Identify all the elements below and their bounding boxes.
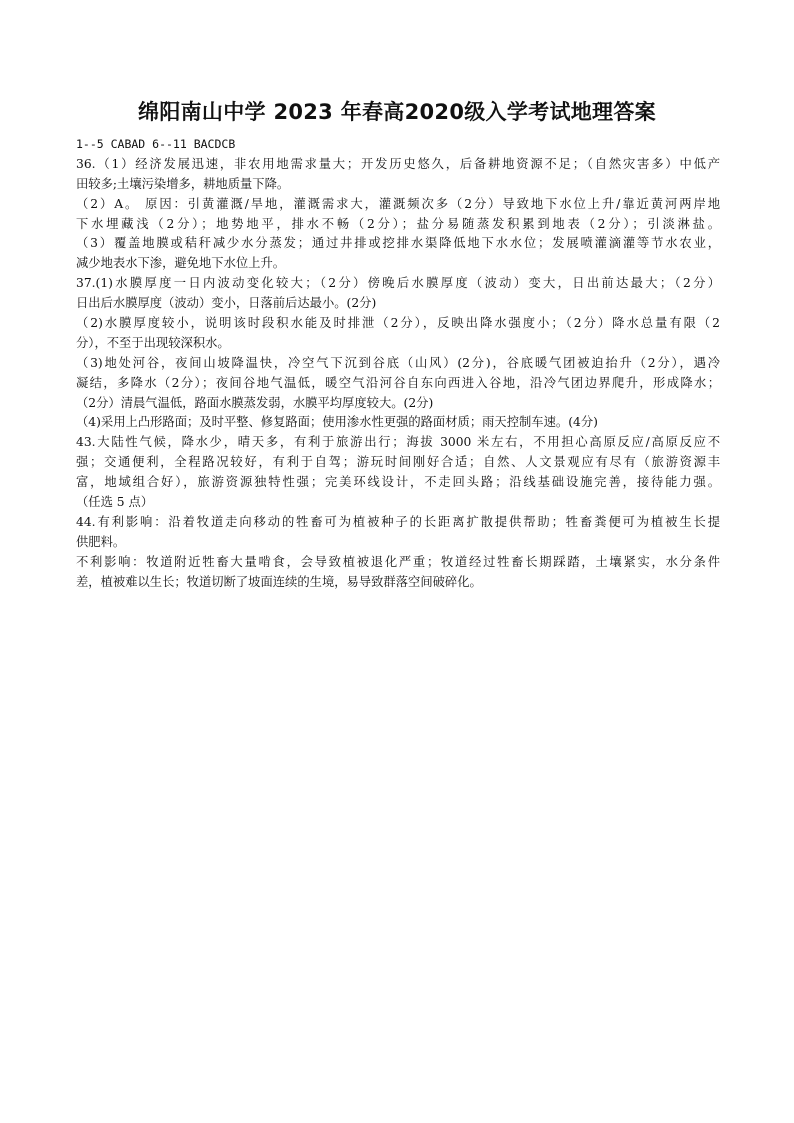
answer-line: （3)地处河谷，夜间山坡降温快，冷空气下沉到谷底（山风）(2分)，谷底暖气团被迫抬升（2分），遇冷 [76,355,720,370]
answer-line: 差，植被难以生长；牧道切断了坡面连续的生境，易导致群落空间破碎化。 [76,574,482,589]
answer-line: （2）A。 原因：引黄灌溉/旱地，灌溉需求大，灌溉频次多（2分）导致地下水位上升/靠近黄河两岸地 [76,196,720,211]
answer-line: 43.大陆性气候，降水少，晴天多，有利于旅游出行；海拔 3000 米左右，不用担心高原反应/高原反应不 [76,435,720,450]
answer-body [76,135,720,592]
answer-line: 下水埋藏浅（2分）；地势地平，排水不畅（2分）；盐分易随蒸发积累到地表（2分）；引淡淋盐。 [76,216,720,231]
document-title: 绵阳南山中学 2023 年春高2020级入学考试地理答案 [138,100,656,124]
answer-line: （2)水膜厚度较小，说明该时段积水能及时排泄（2分），反映出降水强度小；（2分）降水总量有限（2 [76,316,720,331]
answer-line: （2分）清晨气温低，路面水膜蒸发弱，水膜平均厚度较大。(2分) [76,395,434,410]
choice-answers: 1--5 CABAD 6--11 BACDCB [76,137,236,151]
answer-line: 不利影响：牧道附近牲畜大量啃食，会导致植被退化严重；牧道经过牲畜长期踩踏，土壤紧实，水分条件 [76,554,720,569]
answer-line: （任选 5 点） [76,495,154,510]
answer-line: 供肥料。 [76,534,126,549]
answer-line: （3）覆盖地膜或秸秆减少水分蒸发；通过井排或挖排水渠降低地下水水位；发展喷灌滴灌等节水农业， [76,236,720,251]
answer-line: 44.有利影响：沿着牧道走向移动的牲畜可为植被种子的长距离扩散提供帮助；牲畜粪便可为植被生长提 [76,514,720,529]
answer-line: 分），不至于出现较深积水。 [76,335,230,350]
answer-line: 36.（1）经济发展迅速，非农用地需求量大；开发历史悠久，后备耕地资源不足；（自然灾害多）中低产 [76,156,720,171]
answer-line: 减少地表水下渗，避免地下水位上升。 [76,256,286,271]
answer-line: （4)采用上凸形路面；及时平整、修复路面；使用渗水性更强的路面材质；雨天控制车速。(4分) [76,415,598,430]
answer-line: 日出后水膜厚度（波动）变小，日落前后达最小。(2分) [76,296,377,311]
answer-line: 强；交通便利，全程路况较好，有利于自驾；游玩时间刚好合适；自然、人文景观应有尽有（旅游资源丰 [76,455,720,470]
answer-line: 田较多;土壤污染增多，耕地质量下降。 [76,176,290,191]
answer-line: 37.(1)水膜厚度一日内波动变化较大；（2分）傍晚后水膜厚度（波动）变大，日出前达最大；（2分） [76,276,720,291]
answer-line: 凝结，多降水（2分）；夜间谷地气温低，暖空气沿河谷自东向西进入谷地，沿冷气团边界爬升，形成降水； [76,375,720,390]
answer-line: 富，地域组合好），旅游资源独特性强；完美环线设计，不走回头路；沿线基础设施完善，接待能力强。 [76,475,720,490]
